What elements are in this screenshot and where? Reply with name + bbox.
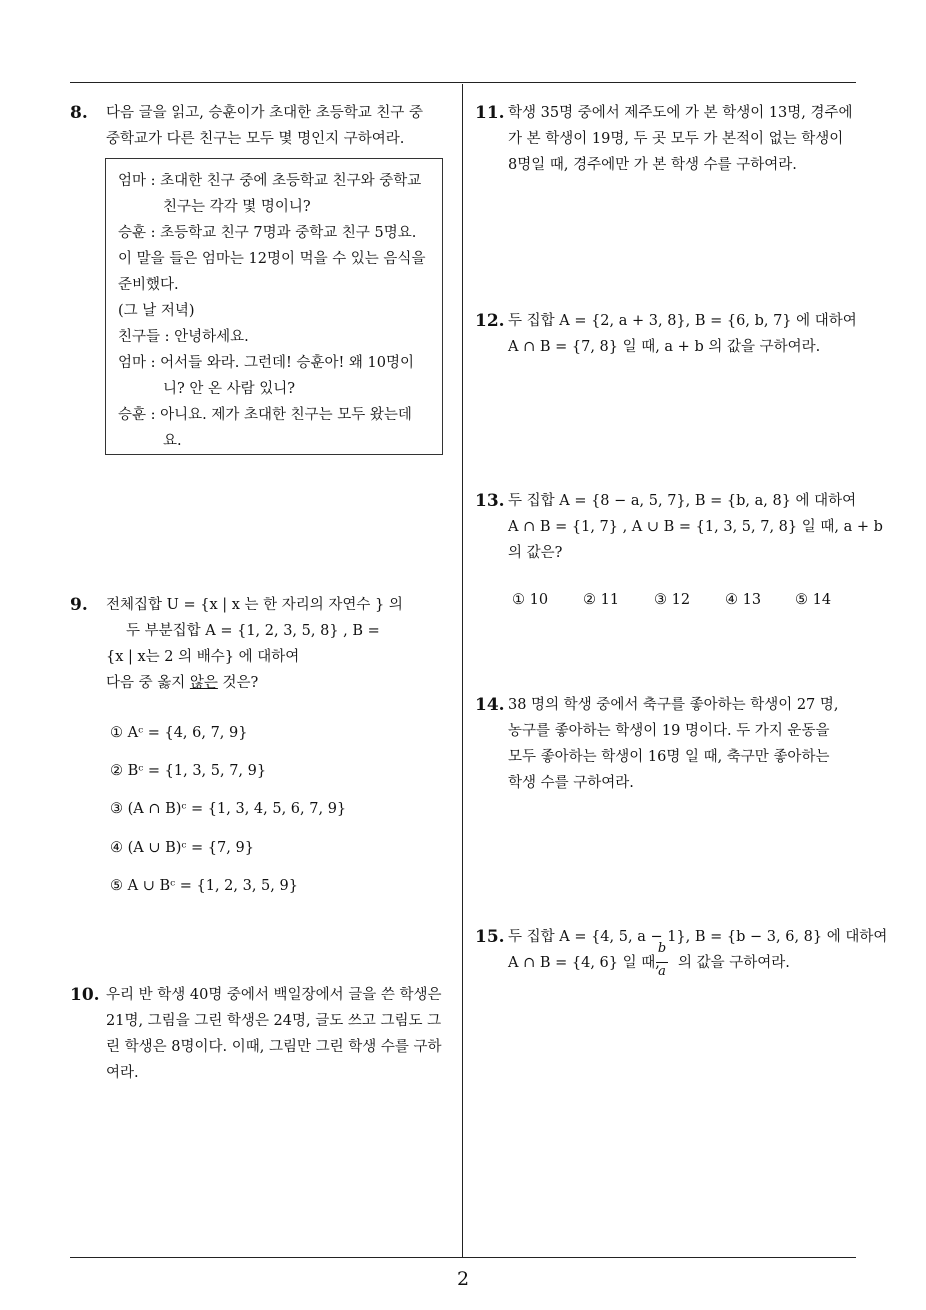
question-line: A ∩ B = {7, 8} 일 때, a + b 의 값을 구하여라. [508,339,821,355]
question-line: 중학교가 다른 친구는 모두 몇 명인지 구하여라. [106,131,405,147]
dialog-line: (그 날 저녁) [118,303,195,319]
dialog-line: 친구들 : 안녕하세요. [118,329,249,345]
dialog-line: 엄마 : 어서들 와라. 그런데! 승훈아! 왜 10명이 [118,355,414,371]
question-line: 전체집합 U = {x | x 는 한 자리의 자연수 } 의 [106,597,403,613]
dialog-line: 이 말을 들은 엄마는 12명이 먹을 수 있는 음식을 [118,251,426,267]
choice-4[interactable]: ④ 13 [725,592,762,608]
dialog-line: 친구는 각각 몇 명이니? [163,199,311,215]
question-8-number: 8. [70,103,88,123]
page-number: 2 [456,1268,470,1290]
question-13-number: 13. [475,491,505,511]
question-12-text [508,308,857,360]
question-line: 농구를 좋아하는 학생이 19 명이다. 두 가지 운동을 [508,723,830,739]
choice-2[interactable]: ② Bᶜ = {1, 3, 5, 7, 9} [110,763,267,779]
question-14-number: 14. [475,695,505,715]
question-text: A ∩ B = {4, 6} 일 때, [508,955,660,971]
question-14 [475,692,860,802]
choice-1[interactable]: ① Aᶜ = {4, 6, 7, 9} [110,725,248,741]
question-13-text [508,488,883,566]
question-line: {x | x는 2 의 배수} 에 대하여 [106,649,300,665]
question-text: 다음 중 옳지 [106,675,190,691]
choice-5[interactable]: ⑤ A ∪ Bᶜ = {1, 2, 3, 5, 9} [110,878,298,894]
choice-5[interactable]: ⑤ 14 [795,592,832,608]
question-text: 의 값을 구하여라. [678,955,790,971]
question-15-text [508,924,888,984]
question-8 [70,100,460,160]
question-line: 두 집합 A = {4, 5, a − 1}, B = {b − 3, 6, 8} 에 대하여 [508,929,888,945]
question-line: 가 본 학생이 19명, 두 곳 모두 가 본적이 없는 학생이 [508,131,844,147]
question-11 [475,100,860,180]
choice-3[interactable]: ③ 12 [654,592,691,608]
question-8-text [106,100,423,152]
choice-3[interactable]: ③ (A ∩ B)ᶜ = {1, 3, 4, 5, 6, 7, 9} [110,801,347,817]
question-text: 것은? [217,675,259,691]
question-line: A ∩ B = {1, 7} , A ∪ B = {1, 3, 5, 7, 8} 일 때, a + b [508,519,883,535]
question-line: 두 부분집합 A = {1, 2, 3, 5, 8} , B = [126,623,380,639]
question-line: 우리 반 학생 40명 중에서 백일장에서 글을 쓴 학생은 [106,987,442,1003]
dialog-box [105,158,443,455]
question-line: 린 학생은 8명이다. 이때, 그림만 그린 학생 수를 구하 [106,1039,442,1055]
question-14-text [508,692,839,796]
question-12 [475,308,860,363]
question-12-number: 12. [475,311,505,331]
underlined-word: 않은 [189,675,218,691]
question-line: 38 명의 학생 중에서 축구를 좋아하는 학생이 27 명, [508,697,839,713]
dialog-line: 엄마 : 초대한 친구 중에 초등학교 친구와 중학교 [118,173,422,189]
question-9-number: 9. [70,595,88,615]
question-9-text [106,592,403,696]
question-line: 의 값은? [508,545,563,561]
question-line [106,670,403,696]
question-line: 두 집합 A = {2, a + 3, 8}, B = {6, b, 7} 에 대하여 [508,313,857,329]
bottom-rule [70,1257,856,1258]
dialog-line: 승훈 : 초등학교 친구 7명과 중학교 친구 5명요. [118,225,417,241]
question-line: 학생 수를 구하여라. [508,775,634,791]
question-10-text [106,982,441,1086]
question-13 [475,488,883,568]
question-11-number: 11. [475,103,505,123]
question-line: 여라. [106,1065,139,1081]
question-line: 다음 글을 읽고, 승훈이가 초대한 초등학교 친구 중 [106,105,424,121]
column-divider [462,84,463,1257]
fraction-bar [656,962,668,963]
question-11-text [508,100,853,178]
question-line: 학생 35명 중에서 제주도에 가 본 학생이 13명, 경주에 [508,105,853,121]
choice-2[interactable]: ② 11 [583,592,620,608]
dialog-line: 준비했다. [118,277,179,293]
choice-4[interactable]: ④ (A ∪ B)ᶜ = {7, 9} [110,840,254,856]
top-rule [70,82,856,83]
question-15-number: 15. [475,927,505,947]
question-15 [475,924,888,984]
dialog-line: 승훈 : 아니요. 제가 초대한 친구는 모두 왔는데 [118,407,412,423]
question-line: 8명일 때, 경주에만 가 본 학생 수를 구하여라. [508,157,797,173]
question-10 [70,982,460,1092]
question-line: 두 집합 A = {8 − a, 5, 7}, B = {b, a, 8} 에 대하여 [508,493,857,509]
fraction-denominator: a [658,964,666,979]
question-10-number: 10. [70,985,100,1005]
fraction-numerator: b [657,941,667,956]
question-line: 21명, 그림을 그린 학생은 24명, 글도 쓰고 그림도 그 [106,1013,442,1029]
question-9 [70,592,460,702]
choice-1[interactable]: ① 10 [512,592,549,608]
dialog-line: 니? 안 온 사람 있니? [163,381,296,397]
question-line: 모두 좋아하는 학생이 16명 일 때, 축구만 좋아하는 [508,749,830,765]
dialog-line: 요. [163,433,182,449]
